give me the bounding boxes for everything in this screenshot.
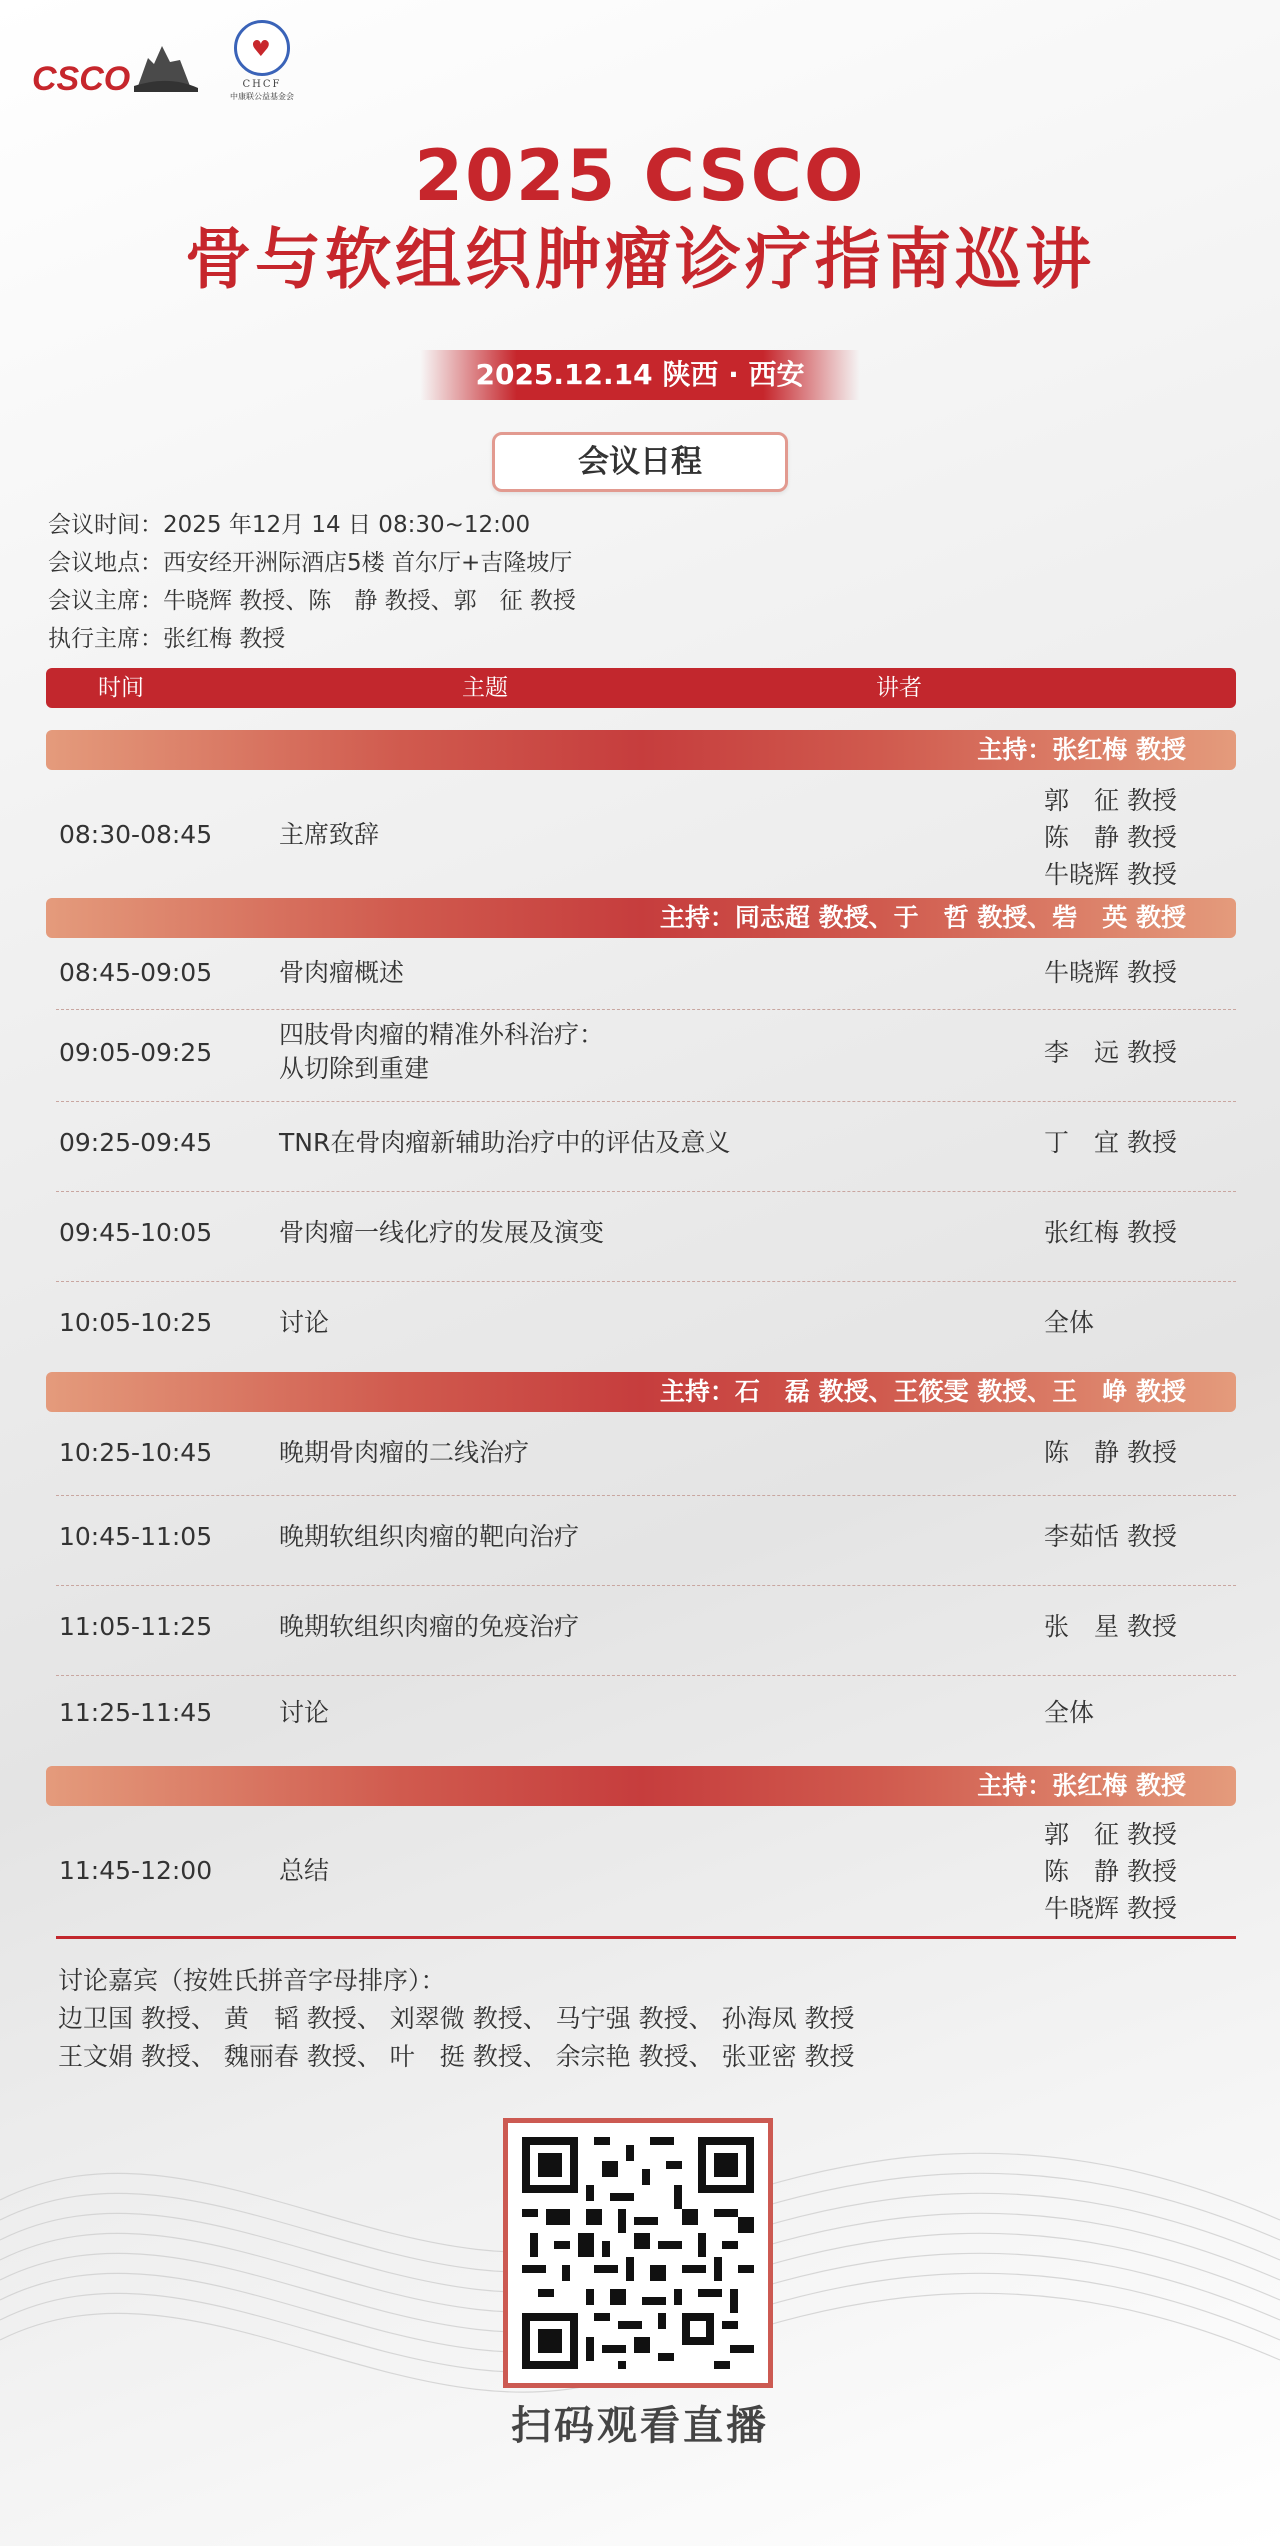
row-topic xyxy=(279,1126,730,1160)
row-speaker: 丁 宜 教授 xyxy=(1044,1128,1177,1157)
header-time: 时间 xyxy=(98,675,144,701)
meeting-time: 会议时间：2025 年12月 14 日 08:30~12:00 xyxy=(48,512,531,538)
page-title-line1: 2025 CSCO xyxy=(414,135,866,217)
qr-caption: 扫码观看直播 xyxy=(511,2403,769,2449)
row-speakers xyxy=(1044,1124,1177,1161)
row-speaker: 全体 xyxy=(1044,1308,1095,1337)
row-time: 09:45-10:05 xyxy=(59,1218,213,1247)
schedule-row xyxy=(56,1586,1236,1676)
schedule-row xyxy=(56,1676,1236,1758)
meeting-info xyxy=(48,506,576,658)
schedule-row xyxy=(56,1496,1236,1586)
row-speaker: 张 星 教授 xyxy=(1044,1612,1177,1641)
row-time: 09:05-09:25 xyxy=(59,1038,213,1067)
row-topic xyxy=(279,1018,604,1086)
schedule-row xyxy=(56,1418,1236,1496)
guests-line: 边卫国 教授、 黄 韬 教授、 刘翠微 教授、 马宁强 教授、 孙海凤 教授 xyxy=(58,2004,855,2033)
row-topic-line: 主席致辞 xyxy=(279,820,380,849)
row-speaker: 牛晓辉 教授 xyxy=(1044,958,1177,987)
row-speakers xyxy=(1044,1518,1177,1555)
row-speaker: 郭 征 教授 xyxy=(1044,1820,1177,1849)
session-host-bar: 主持：石 磊 教授、王筱雯 教授、王 峥 教授 xyxy=(46,1372,1236,1412)
row-speaker: 陈 静 教授 xyxy=(1044,1857,1177,1886)
row-topic-line: 骨肉瘤一线化疗的发展及演变 xyxy=(279,1218,605,1247)
row-speakers xyxy=(1044,1214,1177,1251)
row-topic-line: 骨肉瘤概述 xyxy=(279,958,405,987)
row-speaker: 郭 征 教授 xyxy=(1044,786,1177,815)
csco-logo xyxy=(30,38,200,98)
row-topic xyxy=(279,1696,329,1730)
row-topic-line: 晚期软组织肉瘤的免疫治疗 xyxy=(279,1612,580,1641)
row-time: 11:25-11:45 xyxy=(59,1698,213,1727)
schedule-row xyxy=(56,780,1236,892)
row-speaker: 全体 xyxy=(1044,1698,1095,1727)
schedule-row xyxy=(56,1282,1236,1366)
row-topic-line: 晚期软组织肉瘤的靶向治疗 xyxy=(279,1522,580,1551)
row-speaker: 李 远 教授 xyxy=(1044,1038,1177,1067)
qr-code-icon xyxy=(522,2137,754,2369)
row-speakers xyxy=(1044,1816,1177,1927)
meeting-venue: 会议地点：西安经开洲际酒店5楼 首尔厅+吉隆坡厅 xyxy=(48,550,573,576)
row-speaker: 李茹恬 教授 xyxy=(1044,1522,1177,1551)
row-speaker: 陈 静 教授 xyxy=(1044,1438,1177,1467)
row-topic xyxy=(279,1854,329,1888)
row-speakers xyxy=(1044,1304,1094,1341)
header-speaker: 讲者 xyxy=(876,675,922,701)
guests-line: 王文娟 教授、 魏丽春 教授、 叶 挺 教授、 余宗艳 教授、 张亚密 教授 xyxy=(58,2042,855,2071)
schedule-row xyxy=(56,1192,1236,1282)
row-time: 09:25-09:45 xyxy=(59,1128,213,1157)
row-topic xyxy=(279,1306,329,1340)
session-host-bar: 主持：同志超 教授、于 哲 教授、砦 英 教授 xyxy=(46,898,1236,938)
row-speaker: 陈 静 教授 xyxy=(1044,823,1177,852)
schedule-row xyxy=(56,1814,1236,1932)
row-topic-line: 从切除到重建 xyxy=(279,1054,430,1083)
row-speakers xyxy=(1044,1434,1177,1471)
schedule-end-divider xyxy=(56,1936,1236,1939)
row-topic-line: 总结 xyxy=(279,1856,330,1885)
row-speakers xyxy=(1044,954,1177,991)
schedule-table-header xyxy=(46,668,1236,708)
session-host-bar: 主持：张红梅 教授 xyxy=(46,1766,1236,1806)
schedule-row xyxy=(56,1102,1236,1192)
row-speaker: 张红梅 教授 xyxy=(1044,1218,1177,1247)
row-time: 10:05-10:25 xyxy=(59,1308,213,1337)
row-speakers xyxy=(1044,1608,1177,1645)
schedule-row xyxy=(56,1010,1236,1102)
discussion-guests xyxy=(58,1962,855,2076)
session-host-bar: 主持：张红梅 教授 xyxy=(46,730,1236,770)
row-speaker: 牛晓辉 教授 xyxy=(1044,1894,1177,1923)
row-topic xyxy=(279,1436,529,1470)
meeting-chairs: 会议主席：牛晓辉 教授、陈 静 教授、郭 征 教授 xyxy=(48,588,576,614)
row-time: 11:45-12:00 xyxy=(59,1856,213,1885)
row-topic-line: 讨论 xyxy=(279,1308,330,1337)
row-topic-line: TNR在骨肉瘤新辅助治疗中的评估及意义 xyxy=(279,1128,731,1157)
row-topic-line: 晚期骨肉瘤的二线治疗 xyxy=(279,1438,530,1467)
executive-chair: 执行主席：张红梅 教授 xyxy=(48,626,286,652)
schedule-row xyxy=(56,944,1236,1010)
row-topic-line: 讨论 xyxy=(279,1698,330,1727)
schedule-heading: 会议日程 xyxy=(492,432,788,492)
row-time: 08:30-08:45 xyxy=(59,820,213,849)
csco-logo-text: CSCO xyxy=(32,60,131,98)
row-time: 10:45-11:05 xyxy=(59,1522,213,1551)
row-topic xyxy=(279,956,404,990)
chcf-name: 中康联公益基金会 xyxy=(230,92,294,101)
livestream-qr-code[interactable] xyxy=(503,2118,773,2388)
row-speakers xyxy=(1044,1694,1094,1731)
row-time: 10:25-10:45 xyxy=(59,1438,213,1467)
chcf-emblem-icon: ♥ xyxy=(234,20,290,76)
row-speaker: 牛晓辉 教授 xyxy=(1044,860,1177,889)
row-topic xyxy=(279,1610,579,1644)
row-speakers xyxy=(1044,782,1177,893)
page-title-line2: 骨与软组织肿瘤诊疗指南巡讲 xyxy=(185,221,1095,298)
chcf-logo xyxy=(222,20,302,106)
date-location-banner: 2025.12.14 陕西 · 西安 xyxy=(420,350,860,400)
row-topic xyxy=(279,818,379,852)
row-speakers xyxy=(1044,1034,1177,1071)
guests-label: 讨论嘉宾（按姓氏拼音字母排序）： xyxy=(58,1966,446,1995)
header-topic: 主题 xyxy=(462,675,508,701)
row-topic xyxy=(279,1216,604,1250)
row-time: 08:45-09:05 xyxy=(59,958,213,987)
row-topic xyxy=(279,1520,579,1554)
row-time: 11:05-11:25 xyxy=(59,1612,213,1641)
row-topic-line: 四肢骨肉瘤的精准外科治疗： xyxy=(279,1020,605,1049)
chcf-abbr: CHCF xyxy=(242,79,282,90)
